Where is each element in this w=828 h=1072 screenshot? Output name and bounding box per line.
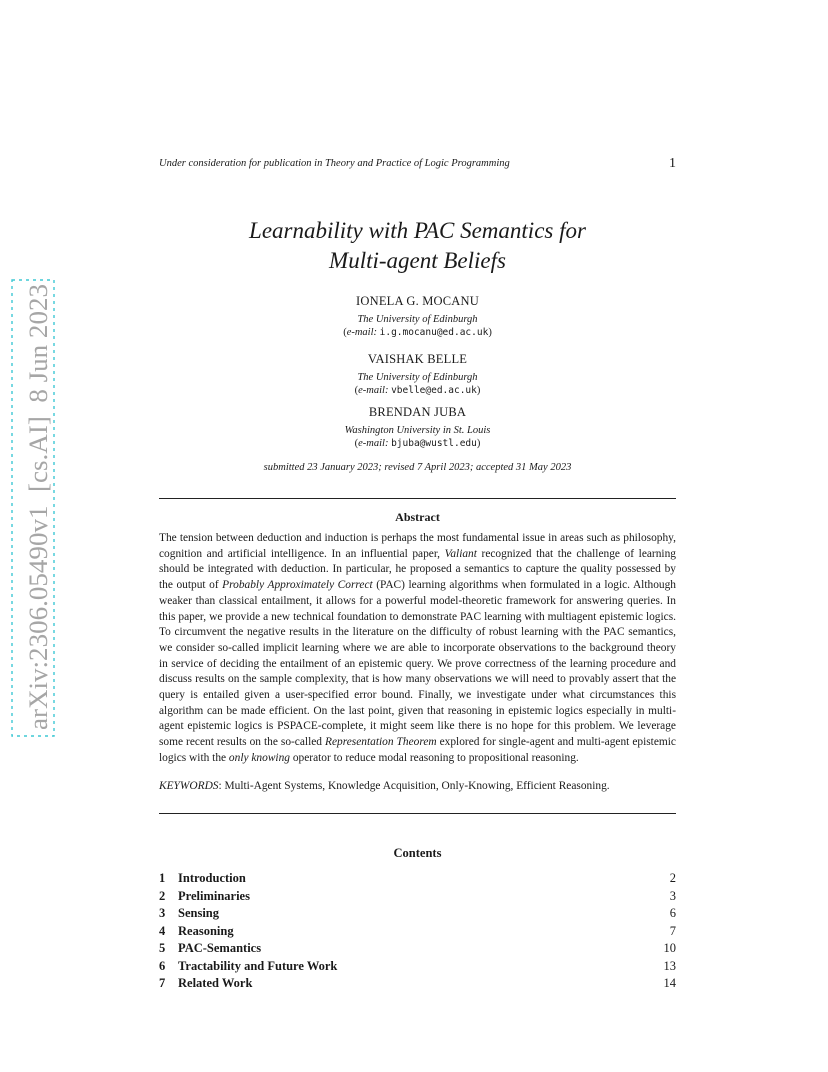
toc-number: 3 xyxy=(159,906,166,920)
toc-page: 14 xyxy=(663,976,676,990)
author-block-1 xyxy=(159,294,676,340)
abstract-body xyxy=(159,531,676,767)
toc-title: Sensing xyxy=(178,906,219,920)
abstract-text: The tension between deduction and induction is perhaps the most fundamental issue in areas such as philosophy, cognition and artificial intelligence. In an influential paper, xyxy=(159,532,676,560)
title-line-1: Learnability with PAC Semantics for xyxy=(249,218,586,243)
title-line-2: Multi-agent Beliefs xyxy=(329,248,506,273)
email-label: e-mail: xyxy=(358,385,389,396)
author-block-3 xyxy=(159,405,676,451)
keywords xyxy=(159,779,676,794)
running-head: Under consideration for publication in Theory and Practice of Logic Programming xyxy=(159,158,510,169)
toc-entry[interactable] xyxy=(159,924,676,942)
arxiv-stamp-text: arXiv:2306.05490v1 [cs.AI] 8 Jun 2023 xyxy=(24,301,53,730)
author-email-line: (e-mail: vbelle@ed.ac.uk) xyxy=(354,385,481,396)
contents-heading: Contents xyxy=(393,846,442,860)
toc-number: 2 xyxy=(159,888,166,903)
toc-title: PAC-Semantics xyxy=(178,941,262,955)
toc-number: 7 xyxy=(159,976,166,990)
toc-title: Reasoning xyxy=(178,923,234,938)
abstract-heading: Abstract xyxy=(395,510,440,524)
toc-entry[interactable] xyxy=(159,906,676,924)
toc-entry[interactable] xyxy=(159,871,676,889)
page-number: 1 xyxy=(669,156,676,171)
paper-title xyxy=(159,216,676,276)
author-email-line: (e-mail: bjuba@wustl.edu) xyxy=(354,438,481,449)
email-label: e-mail: xyxy=(358,438,389,449)
author-email-line: (e-mail: i.g.mocanu@ed.ac.uk) xyxy=(343,327,492,338)
author-name: IONELA G. MOCANU xyxy=(356,294,479,308)
abstract-paragraph xyxy=(159,531,676,767)
toc-entry[interactable] xyxy=(159,976,676,994)
toc-page: 3 xyxy=(669,888,676,903)
toc-entry[interactable] xyxy=(159,941,676,959)
keywords-text: : Multi-Agent Systems, Knowledge Acquisition, Only-Knowing, Efficient Reasoning. xyxy=(218,780,610,792)
abstract-text: (PAC) learning algorithms when formulated in a logic. Although weaker than classical entailment, it allows for a powerful model-theoretic framework for answering queries. In this paper, we provide a new technical foundation to demonstrate PAC learning with multiagent epistemic logics. To circumvent the negative results in the literature on the difficulty of robust learning with the PAC semantics, we consider so-called implicit learning where we are able to incorporate observations to the background theory in service of deciding the entailment of an epistemic query. We prove correctness of the learning procedure and discuss results on the sample complexity, that is how many observations we will need to provably assert that the query is entailed given a user-specified error bound. Finally, we investigate under what circumstances this algorithm can be made efficient. On the last point, given that reasoning in epistemic logics especially in multi-agent epistemic logics is PSPACE-complete, it might seem like there is no hope for this problem. We leverage some recent results on the so-called xyxy=(159,579,676,749)
abstract-emphasis: only knowing xyxy=(228,751,290,764)
toc-title: Related Work xyxy=(178,976,253,990)
abstract-emphasis: Valiant xyxy=(444,547,477,560)
toc-page: 10 xyxy=(663,941,676,955)
top-divider xyxy=(159,498,676,499)
toc-page: 7 xyxy=(669,923,676,938)
toc-page: 2 xyxy=(669,871,676,885)
abstract-emphasis: Probably Approximately Correct xyxy=(222,579,373,592)
arxiv-stamp xyxy=(4,278,64,738)
author-name: VAISHAK BELLE xyxy=(367,352,468,366)
author-email[interactable]: vbelle@ed.ac.uk xyxy=(391,385,477,396)
submission-dates: submitted 23 January 2023; revised 7 April 2023; accepted 31 May 2023 xyxy=(263,462,572,473)
toc-page: 6 xyxy=(669,906,676,920)
toc-number: 1 xyxy=(159,871,166,885)
arxiv-stamp-graphic xyxy=(4,278,64,738)
bottom-divider xyxy=(159,813,676,814)
toc-title: Introduction xyxy=(178,871,246,885)
toc-page: 13 xyxy=(663,958,676,973)
author-affiliation: The University of Edinburgh xyxy=(357,372,478,383)
author-affiliation: Washington University in St. Louis xyxy=(344,425,491,436)
toc-entry[interactable] xyxy=(159,889,676,907)
author-block-2 xyxy=(159,352,676,398)
toc-entry[interactable] xyxy=(159,959,676,977)
table-of-contents xyxy=(159,871,676,994)
abstract-text: explored for single-agent and multi-agent epistemic logics with the xyxy=(159,736,676,764)
abstract-text: recognized that the challenge of learning should be integrated with deduction. In particular, he proposed a semantics to capture the quality possessed by the output of xyxy=(159,547,676,592)
toc-title: Preliminaries xyxy=(178,888,250,903)
abstract-text: operator to reduce modal reasoning to propositional reasoning. xyxy=(289,751,579,764)
toc-number: 5 xyxy=(159,941,166,955)
author-name: BRENDAN JUBA xyxy=(368,405,467,419)
author-email[interactable]: bjuba@wustl.edu xyxy=(391,438,477,449)
author-affiliation: The University of Edinburgh xyxy=(357,314,478,325)
keywords-label: KEYWORDS xyxy=(159,780,219,792)
toc-number: 4 xyxy=(159,923,166,938)
author-email[interactable]: i.g.mocanu@ed.ac.uk xyxy=(379,327,489,338)
toc-number: 6 xyxy=(159,958,166,973)
abstract-emphasis: Representation Theorem xyxy=(325,736,437,749)
toc-title: Tractability and Future Work xyxy=(178,958,338,973)
email-label: e-mail: xyxy=(346,327,378,338)
